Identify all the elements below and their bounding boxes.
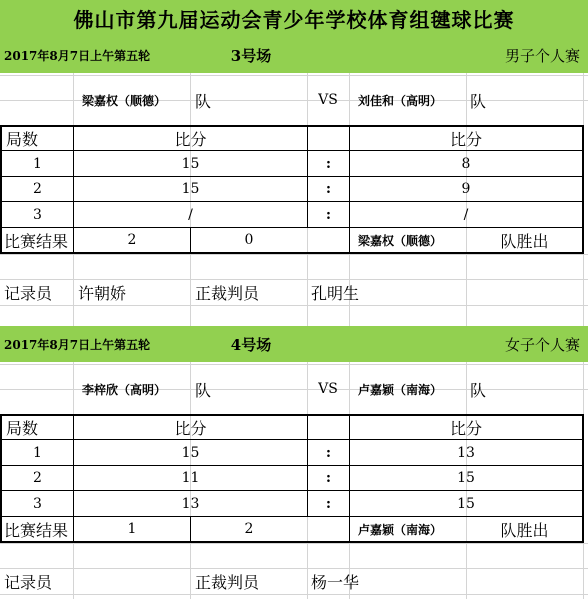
- match2-score-header-b: 比分: [449, 418, 482, 438]
- match2-score-header-a: 比分: [174, 418, 207, 438]
- match1-vs: VS: [318, 92, 338, 108]
- match1-games-header: 局数: [6, 129, 39, 149]
- match1-score-b: 9: [461, 181, 471, 197]
- match1-score-sep: :: [325, 155, 332, 172]
- match2-score-sep: :: [325, 495, 332, 512]
- match1-score-sep: :: [325, 206, 332, 223]
- match1-score-a: /: [188, 206, 193, 223]
- border: [582, 125, 584, 254]
- gridline: [0, 543, 588, 544]
- match2-court: 4号场: [230, 335, 272, 354]
- match2-score-sep: :: [325, 444, 332, 461]
- match2-team-suffix-b: 队: [470, 380, 487, 400]
- match1-player-a: 梁嘉权（顺德）: [82, 93, 167, 108]
- border: [0, 252, 584, 254]
- match1-event: 男子个人赛: [504, 46, 580, 65]
- match1-score-a: 15: [181, 181, 200, 197]
- match2-game-no: 3: [33, 495, 42, 512]
- match1-datetime: 2017年8月7日上午第五轮: [4, 48, 151, 63]
- match2-game-no: 1: [33, 444, 42, 461]
- match2-result-label: 比赛结果: [4, 520, 69, 540]
- match2-team-suffix-a: 队: [195, 380, 212, 400]
- match2-referee: 杨一华: [311, 572, 360, 592]
- match1-score-header-b: 比分: [449, 129, 482, 149]
- match1-result-a: 2: [127, 232, 137, 248]
- gridline: [0, 305, 588, 306]
- match2-score-b: 15: [457, 470, 475, 486]
- match1-referee-label: 正裁判员: [195, 283, 260, 303]
- gridline: [0, 594, 588, 595]
- match1-score-a: 15: [181, 155, 200, 172]
- match1-team-suffix-a: 队: [195, 91, 212, 111]
- match1-winner: 梁嘉权（顺德）: [358, 233, 443, 248]
- match1-score-b: /: [463, 206, 469, 223]
- match2-score-a: 15: [181, 444, 200, 461]
- match2-player-b: 卢嘉颖（南海）: [358, 382, 443, 397]
- match1-winner-suffix: 队胜出: [500, 231, 549, 251]
- match1-score-b: 8: [461, 155, 471, 172]
- match2-recorder: [78, 568, 188, 594]
- match1-recorder-label: 记录员: [4, 283, 53, 303]
- match2-score-b: 15: [457, 495, 475, 512]
- match2-games-header: 局数: [6, 418, 39, 438]
- match1-game-no: 1: [33, 155, 42, 172]
- match1-score-header-a: 比分: [174, 129, 207, 149]
- match2-referee-label: 正裁判员: [195, 572, 260, 592]
- match2-score-a: 11: [181, 470, 200, 486]
- match1-recorder: 许朝娇: [78, 283, 127, 303]
- match1-game-no: 3: [33, 206, 42, 223]
- match2-winner-suffix: 队胜出: [500, 520, 549, 540]
- match2-score-a: 13: [181, 495, 200, 512]
- match1-game-no: 2: [33, 181, 42, 197]
- match2-score-sep: :: [325, 470, 332, 486]
- match2-event: 女子个人赛: [504, 335, 580, 354]
- border: [0, 541, 584, 543]
- match2-recorder-label: 记录员: [4, 572, 53, 592]
- match2-result-a: 1: [127, 521, 137, 537]
- match2-winner: 卢嘉颖（南海）: [358, 522, 443, 537]
- match2-result-b: 2: [244, 521, 254, 537]
- gridline: [0, 254, 588, 255]
- match1-result-b: 0: [244, 232, 254, 248]
- border: [582, 414, 584, 543]
- match1-referee: 孔明生: [311, 283, 360, 303]
- match1-player-b: 刘佳和（高明）: [358, 93, 443, 108]
- match1-team-suffix-b: 队: [470, 91, 487, 111]
- match2-vs: VS: [318, 381, 338, 397]
- match2-datetime: 2017年8月7日上午第五轮: [4, 337, 151, 352]
- match2-score-b: 13: [457, 444, 475, 461]
- page-title: 佛山市第九届运动会青少年学校体育组毽球比赛: [73, 8, 515, 32]
- match2-player-a: 李梓欣（高明）: [82, 382, 167, 397]
- match1-court: 3号场: [230, 46, 272, 65]
- match1-score-sep: :: [325, 181, 332, 197]
- match2-game-no: 2: [33, 470, 42, 486]
- match1-result-label: 比赛结果: [4, 231, 69, 251]
